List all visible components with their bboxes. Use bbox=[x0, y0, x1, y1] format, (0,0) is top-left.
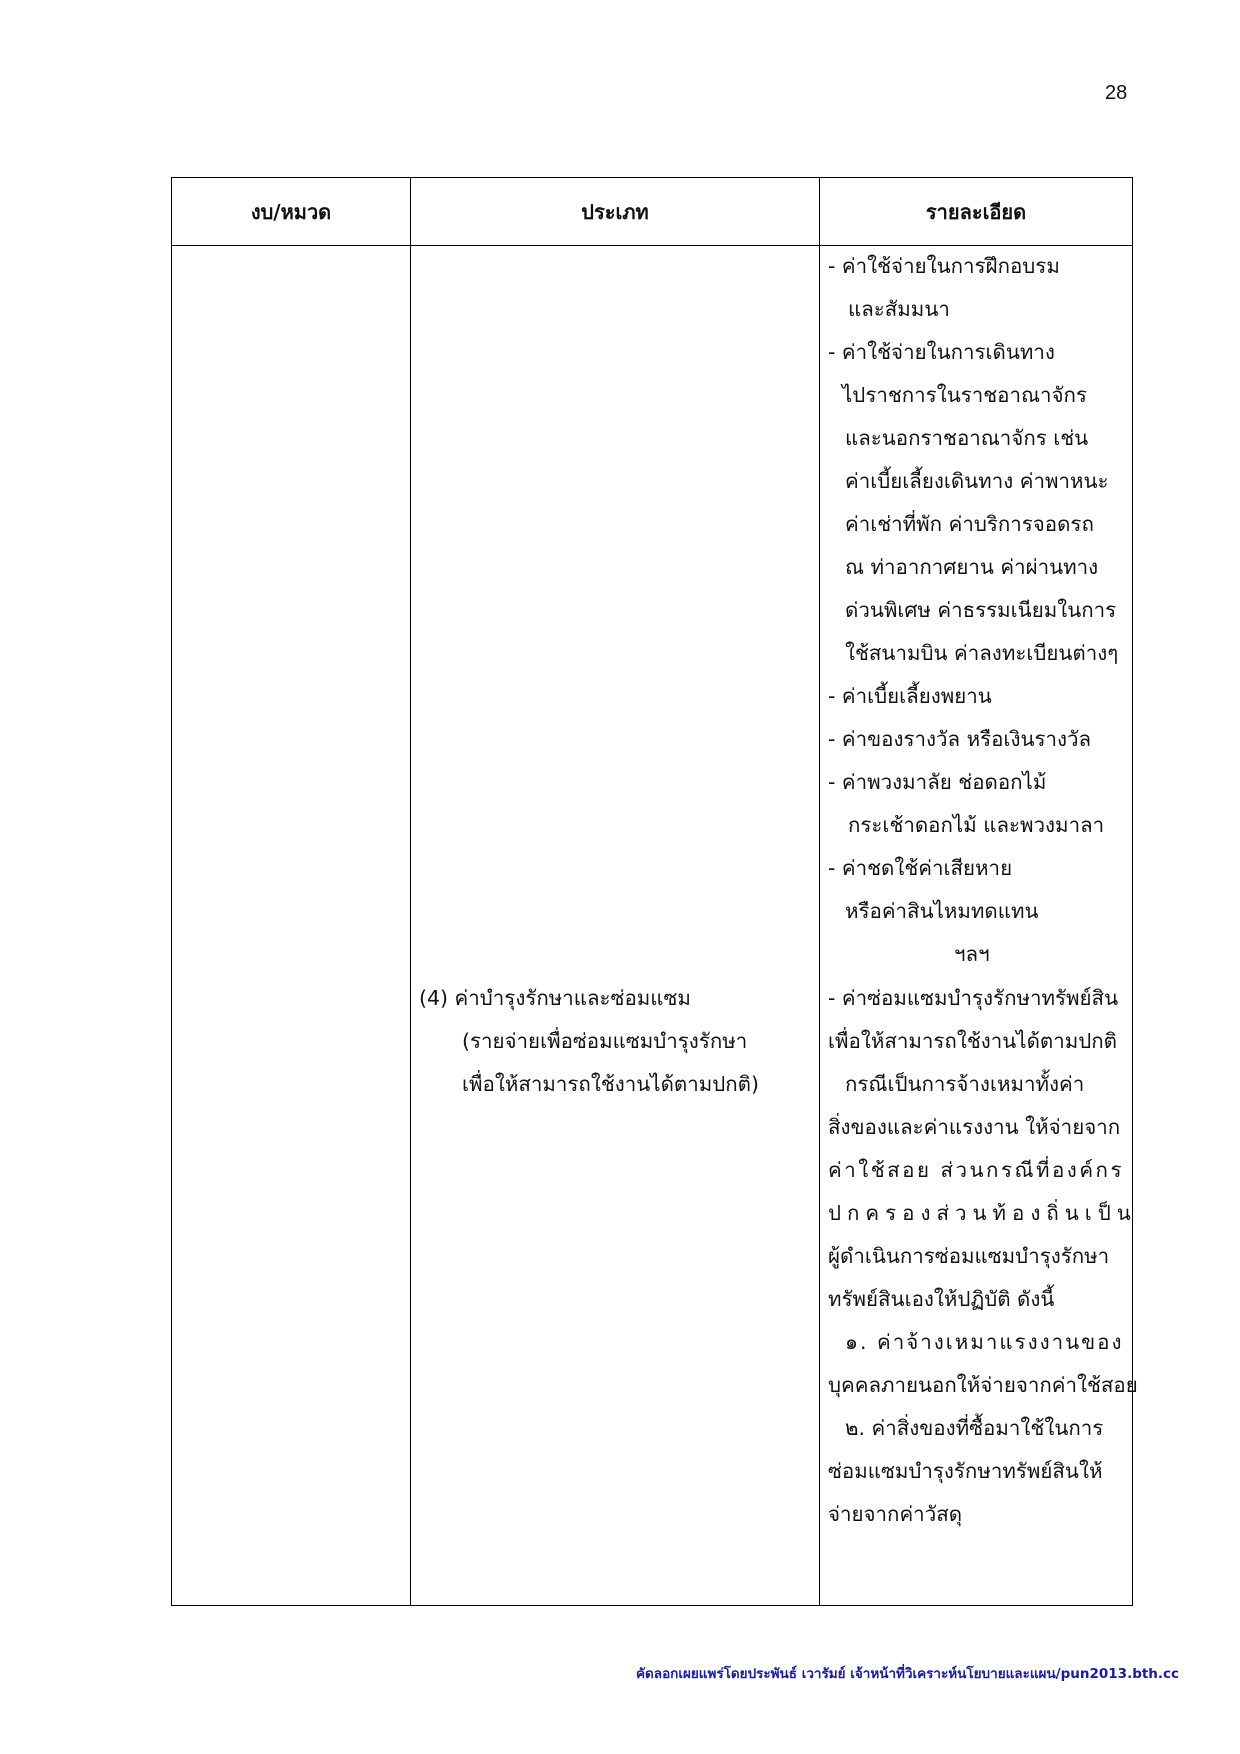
cell-details bbox=[820, 246, 1138, 1606]
detail-line: สิ่งของและค่าแรงงาน ให้จ่ายจาก bbox=[828, 1115, 1121, 1139]
type-line: (4) ค่าบำรุงรักษาและซ่อมแซม bbox=[419, 986, 691, 1010]
type-line: เพื่อให้สามารถใช้งานได้ตามปกติ) bbox=[462, 1072, 759, 1096]
detail-line: - ค่าเบี้ยเลี้ยงพยาน bbox=[828, 684, 992, 708]
detail-line: บุคคลภายนอกให้จ่ายจากค่าใช้สอย bbox=[828, 1373, 1138, 1397]
detail-line: และสัมมนา bbox=[848, 297, 950, 321]
detail-line: และนอกราชอาณาจักร เช่น bbox=[845, 426, 1089, 450]
header-details: รายละเอียด bbox=[820, 178, 1133, 246]
detail-line: - ค่าใช้จ่ายในการเดินทาง bbox=[828, 340, 1055, 364]
detail-line: ไปราชการในราชอาณาจักร bbox=[842, 383, 1087, 407]
footer-credit: คัดลอกเผยแพร่โดยประพันธ์ เวารัมย์ เจ้าหน้าที่วิเคราะห์นโยบายและแผน/pun2013.bth.cc bbox=[636, 1666, 1180, 1682]
cell-budget-category bbox=[172, 246, 411, 1606]
detail-line: ผู้ดำเนินการซ่อมแซมบำรุงรักษา bbox=[828, 1244, 1110, 1268]
type-line: (รายจ่ายเพื่อซ่อมแซมบำรุงรักษา bbox=[462, 1029, 748, 1053]
detail-line: ค่าเช่าที่พัก ค่าบริการจอดรถ bbox=[845, 512, 1094, 536]
header-budget-category: งบ/หมวด bbox=[172, 178, 411, 246]
table-row bbox=[172, 246, 1133, 1606]
detail-line: - ค่าชดใช้ค่าเสียหาย bbox=[828, 856, 1013, 880]
detail-line: ๑. ค่าจ้างเหมาแรงงานของ bbox=[845, 1330, 1124, 1354]
detail-line: ใช้สนามบิน ค่าลงทะเบียนต่างๆ bbox=[845, 641, 1119, 665]
detail-line: ค่าเบี้ยเลี้ยงเดินทาง ค่าพาหนะ bbox=[845, 469, 1109, 493]
detail-line: หรือค่าสินไหมทดแทน bbox=[845, 899, 1039, 923]
header-type: ประเภท bbox=[411, 178, 820, 246]
detail-line: - ค่าของรางวัล หรือเงินรางวัล bbox=[828, 727, 1092, 751]
detail-line: กระเช้าดอกไม้ และพวงมาลา bbox=[848, 813, 1105, 837]
detail-line: ฯลฯ bbox=[954, 942, 990, 966]
detail-line: - ค่าใช้จ่ายในการฝึกอบรม bbox=[828, 254, 1060, 278]
detail-line: ๒. ค่าสิ่งของที่ซื้อมาใช้ในการ bbox=[845, 1416, 1104, 1440]
cell-type bbox=[411, 246, 820, 1606]
detail-line: เพื่อให้สามารถใช้งานได้ตามปกติ bbox=[828, 1029, 1117, 1053]
detail-line: ด่วนพิเศษ ค่าธรรมเนียมในการ bbox=[845, 598, 1117, 622]
detail-line: ณ ท่าอากาศยาน ค่าผ่านทาง bbox=[845, 555, 1099, 579]
detail-line: ทรัพย์สินเองให้ปฏิบัติ ดังนี้ bbox=[828, 1287, 1055, 1311]
detail-line: - ค่าซ่อมแซมบำรุงรักษาทรัพย์สิน bbox=[828, 986, 1119, 1010]
detail-line: ค่าใช้สอย ส่วนกรณีที่องค์กร bbox=[828, 1158, 1124, 1182]
table-header-row bbox=[172, 178, 1133, 246]
budget-table bbox=[171, 177, 1138, 1606]
detail-line: จ่ายจากค่าวัสดุ bbox=[828, 1502, 963, 1526]
detail-line: ปกครองส่วนท้องถิ่นเป็น bbox=[828, 1201, 1137, 1225]
detail-line: - ค่าพวงมาลัย ช่อดอกไม้ bbox=[828, 770, 1047, 794]
page-number: 28 bbox=[1105, 82, 1128, 104]
detail-line: ซ่อมแซมบำรุงรักษาทรัพย์สินให้ bbox=[828, 1459, 1103, 1483]
detail-line: กรณีเป็นการจ้างเหมาทั้งค่า bbox=[845, 1072, 1085, 1096]
